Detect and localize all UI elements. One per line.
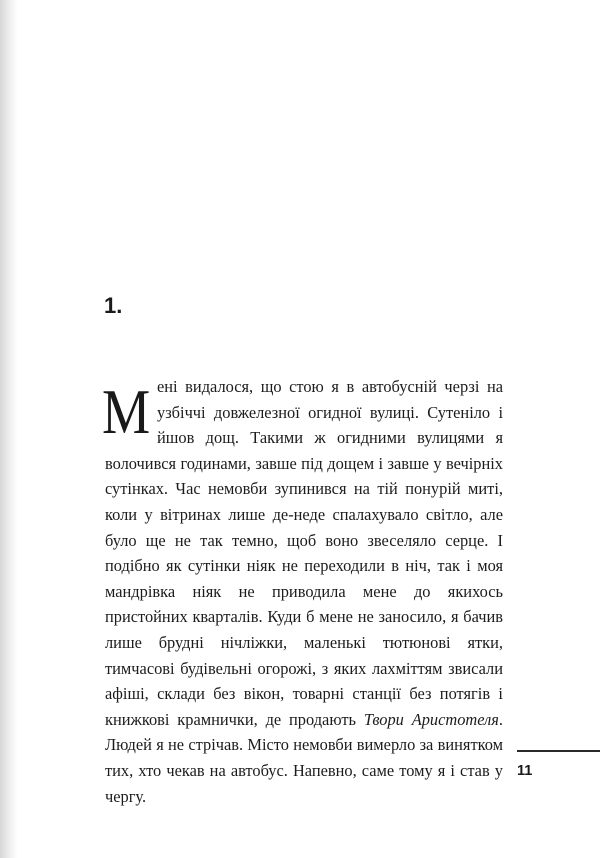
paragraph-text-tail: . Людей я не стрічав. Місто немовби вимерло за винятком тих, хто чекав на автобус. Напевно, саме тому я і став у чергу. <box>105 709 503 806</box>
book-title-italic: Твори Аристотеля <box>363 709 499 729</box>
drop-cap: М <box>102 377 151 447</box>
paragraph-text-lead: ені видалося, що стою я в автобусній черзі на узбіччі довжелезної огидної вулиці. Сутеніло і йшов дощ. Такими ж огидними вулицями я волочився годинами, завше під дощем і завше у вечірніх сутінках. Час немовби зупинився на тій понурій миті, коли у вітринах лише де-неде спалахувало світло, але було ще не так темно, щоб воно звеселяло серце. І подібно як сутінки ніяк не переходили в ніч, так і моя мандрівка ніяк не приводила мене до якихось пристойних кварталів. Куди б мене не заносило, я бачив лише брудні нічліжки, маленькі тютюнові ятки, тимчасові будівельні огорожі, з яких лахміттям звисали афіші, склади без вікон, товарні станції без потягів і книжкові крамнички, де продають <box>105 377 503 729</box>
page-spine-shadow <box>0 0 18 858</box>
chapter-paragraph <box>102 374 503 809</box>
page-number: 11 <box>517 763 533 779</box>
chapter-number: 1. <box>104 293 123 318</box>
footer-rule <box>517 750 600 752</box>
